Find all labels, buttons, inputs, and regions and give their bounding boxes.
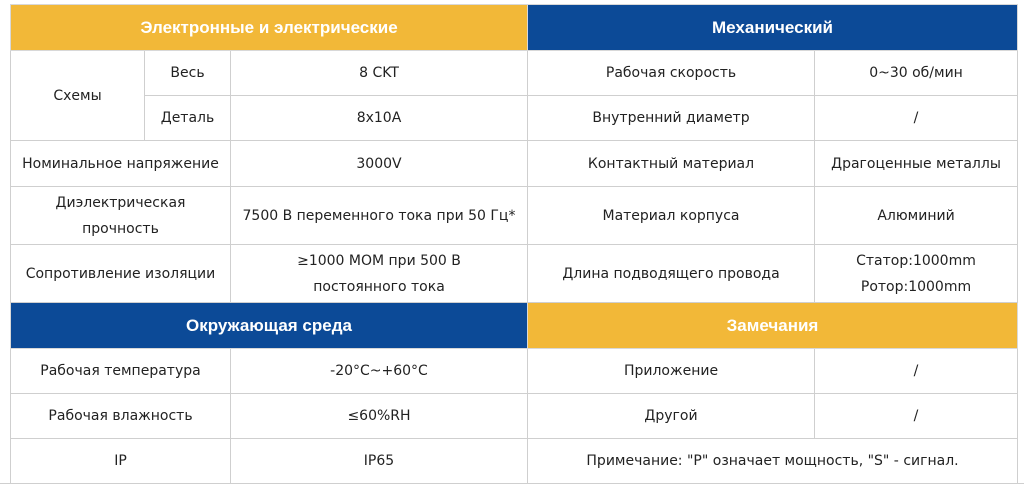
lead-length-rotor: Ротор:1000mm <box>860 278 972 295</box>
other-value: / <box>815 394 1018 439</box>
speed-label: Рабочая скорость <box>528 51 815 96</box>
application-value: / <box>815 349 1018 394</box>
housing-material-label: Материал корпуса <box>528 187 815 245</box>
dielectric-value: 7500 В переменного тока при 50 Гц* <box>231 187 528 245</box>
table-row <box>11 141 1018 187</box>
inner-diameter-value: / <box>815 96 1018 141</box>
circuits-total-label: Весь <box>145 51 231 96</box>
inner-diameter-label: Внутренний диаметр <box>528 96 815 141</box>
lead-length-label: Длина подводящего провода <box>528 245 815 303</box>
speed-value: 0~30 об/мин <box>815 51 1018 96</box>
header-row-2 <box>11 303 1018 349</box>
application-label: Приложение <box>528 349 815 394</box>
other-label: Другой <box>528 394 815 439</box>
insulation-value: ≥1000 МОМ при 500 В постоянного тока <box>231 245 528 303</box>
note-text: Примечание: "P" означает мощность, "S" - сигнал. <box>528 439 1018 484</box>
rated-voltage-label: Номинальное напряжение <box>11 141 231 187</box>
circuits-total-value: 8 CKT <box>231 51 528 96</box>
table-row <box>11 187 1018 245</box>
ip-value: IP65 <box>231 439 528 484</box>
table-row <box>11 349 1018 394</box>
lead-length-stator: Статор:1000mm <box>856 252 976 269</box>
table-row <box>11 96 1018 141</box>
circuits-label: Схемы <box>11 51 145 141</box>
humidity-label: Рабочая влажность <box>11 394 231 439</box>
contact-material-label: Контактный материал <box>528 141 815 187</box>
header-row-1 <box>11 5 1018 51</box>
housing-material-value: Алюминий <box>815 187 1018 245</box>
circuits-detail-value: 8x10A <box>231 96 528 141</box>
temperature-label: Рабочая температура <box>11 349 231 394</box>
lead-length-value <box>815 245 1018 303</box>
table-row <box>11 245 1018 303</box>
table-row <box>11 51 1018 96</box>
temperature-value: -20°C~+60°C <box>231 349 528 394</box>
insulation-label: Сопротивление изоляции <box>11 245 231 303</box>
humidity-value: ≤60%RH <box>231 394 528 439</box>
rated-voltage-value: 3000V <box>231 141 528 187</box>
header-electrical: Электронные и электрические <box>11 5 528 51</box>
ip-label: IP <box>11 439 231 484</box>
table-row <box>11 439 1018 484</box>
bottom-divider <box>0 483 1024 484</box>
header-mechanical: Механический <box>528 5 1018 51</box>
header-environment: Окружающая среда <box>11 303 528 349</box>
circuits-detail-label: Деталь <box>145 96 231 141</box>
header-remarks: Замечания <box>528 303 1018 349</box>
dielectric-label: Диэлектрическая прочность <box>11 187 231 245</box>
table-row <box>11 394 1018 439</box>
contact-material-value: Драгоценные металлы <box>815 141 1018 187</box>
spec-table <box>10 4 1018 484</box>
